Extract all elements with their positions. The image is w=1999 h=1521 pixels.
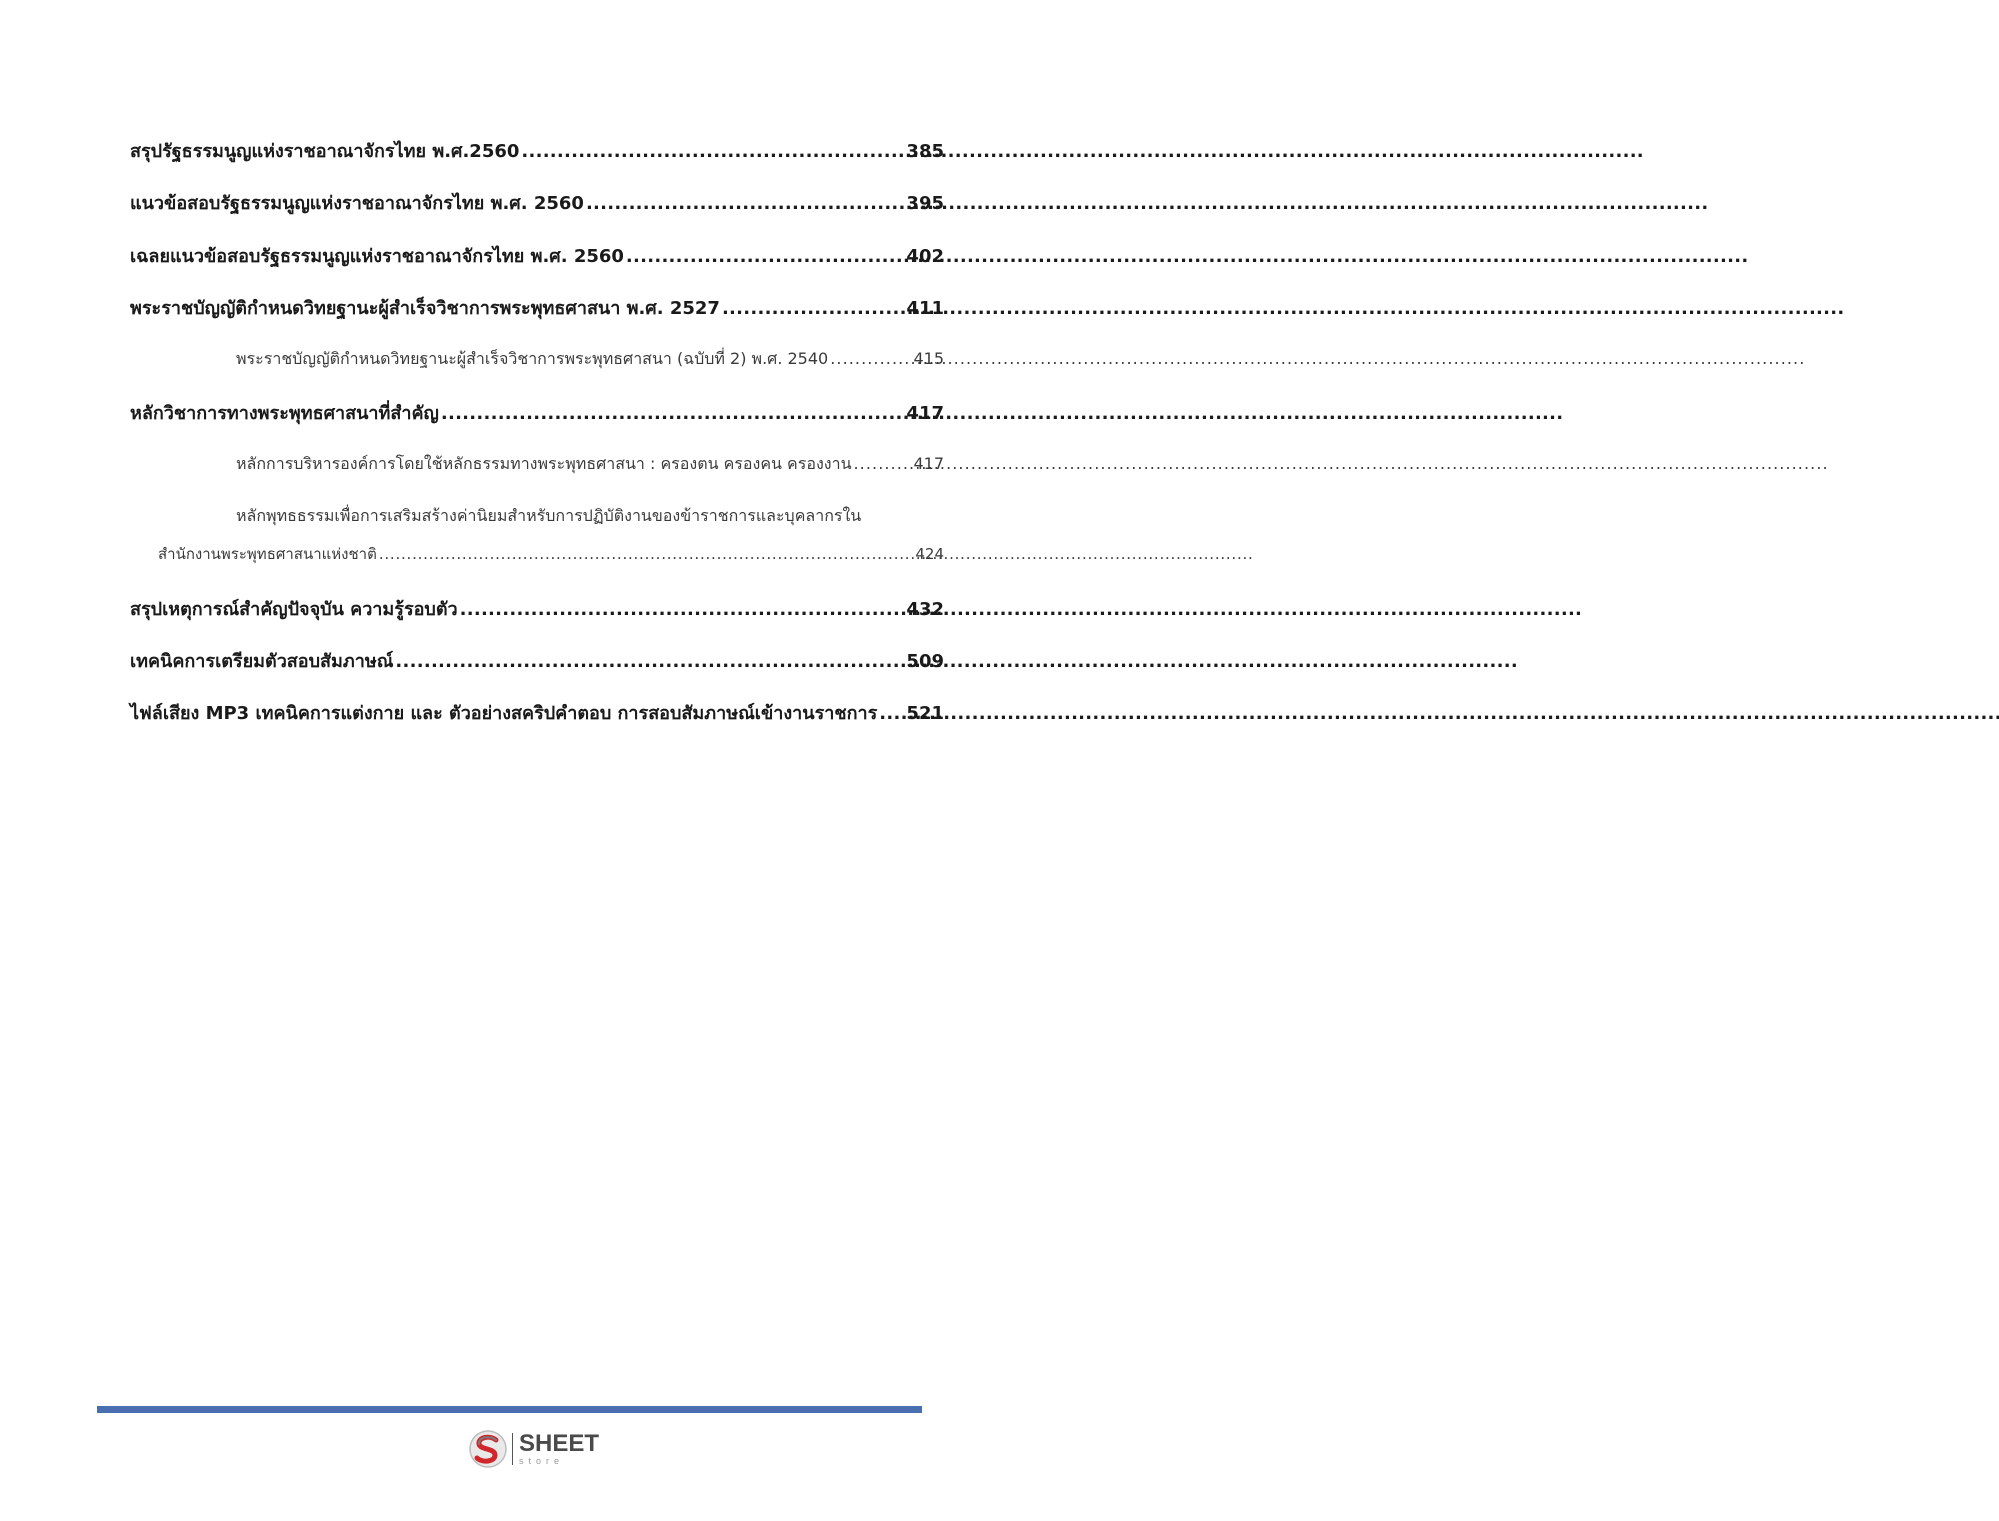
- toc-entry-page: 509: [906, 651, 944, 672]
- toc-dot-leader: [722, 298, 904, 319]
- toc-entry-page: 424: [915, 545, 944, 563]
- logo-separator: [512, 1433, 513, 1465]
- toc-entry-page: 411: [906, 298, 944, 319]
- toc-entry-title: พระราชบัญญัติกำหนดวิทยฐานะผู้สำเร็จวิชาการพระพุทธศาสนา (ฉบับที่ 2) พ.ศ. 2540: [236, 349, 829, 368]
- toc-dot-leader: [521, 141, 904, 162]
- toc-entry-title: เทคนิคการเตรียมตัวสอบสัมภาษณ์: [130, 651, 394, 672]
- toc-entry-page: 417: [906, 403, 944, 424]
- toc-entry-page: 402: [906, 246, 944, 267]
- logo-subtext: store: [519, 1456, 565, 1466]
- toc-dot-leader: [626, 246, 905, 267]
- toc-entry[interactable]: [130, 594, 944, 623]
- toc-entry[interactable]: [130, 293, 944, 322]
- toc-entry-title: หลักการบริหารองค์การโดยใช้หลักธรรมทางพระพุทธศาสนา : ครองตน ครองคน ครองงาน: [236, 454, 852, 473]
- toc-entry-page: 385: [906, 141, 944, 162]
- toc-dot-leader: [395, 651, 904, 672]
- toc-dot-leader: [379, 545, 914, 563]
- toc-entry-title: ไฟล์เสียง MP3 เทคนิคการแต่งกาย และ ตัวอย่างสคริปคำตอบ การสอบสัมภาษณ์เข้างานราชการ: [130, 703, 878, 724]
- toc-entry-title: สรุปเหตุการณ์สำคัญปัจจุบัน ความรู้รอบตัว: [130, 599, 458, 620]
- toc-dot-leader: [460, 599, 905, 620]
- toc-entry[interactable]: [130, 136, 944, 165]
- toc-entry[interactable]: [130, 698, 944, 727]
- toc-subentry[interactable]: [158, 542, 944, 566]
- toc-entry-page: 415: [913, 349, 944, 368]
- toc-dot-leader: [854, 454, 912, 473]
- logo-wordmark: [519, 1432, 599, 1466]
- toc-entry-title: สรุปรัฐธรรมนูญแห่งราชอาณาจักรไทย พ.ศ.2560: [130, 141, 520, 162]
- toc-entry-title: สำนักงานพระพุทธศาสนาแห่งชาติ: [158, 545, 377, 563]
- toc-dot-leader: [586, 193, 904, 214]
- toc-entry-title: เฉลยแนวข้อสอบรัฐธรรมนูญแห่งราชอาณาจักรไทย พ.ศ. 2560: [130, 246, 624, 267]
- footer-divider-bar: [97, 1406, 922, 1413]
- toc-entry-page: 521: [906, 703, 944, 724]
- sheet-store-s-icon: [468, 1429, 508, 1469]
- toc-entry[interactable]: [130, 188, 944, 217]
- toc-entry-title: แนวข้อสอบรัฐธรรมนูญแห่งราชอาณาจักรไทย พ.ศ. 2560: [130, 193, 584, 214]
- toc-entry[interactable]: [130, 241, 944, 270]
- toc-entry-page: 395: [906, 193, 944, 214]
- toc-entry-page: 432: [906, 599, 944, 620]
- toc-subentry[interactable]: [236, 347, 944, 372]
- toc-entry-page: 417: [913, 454, 944, 473]
- toc-entry[interactable]: [130, 398, 944, 427]
- toc-subentry[interactable]: [236, 452, 944, 477]
- toc-entry-title: พระราชบัญญัติกำหนดวิทยฐานะผู้สำเร็จวิชาการพระพุทธศาสนา พ.ศ. 2527: [130, 298, 720, 319]
- toc-dot-leader: [830, 349, 911, 368]
- toc-subentry-title-line1[interactable]: หลักพุทธธรรมเพื่อการเสริมสร้างค่านิยมสำหรับการปฏิบัติงานของข้าราชการและบุคลากรใน: [236, 506, 862, 525]
- logo-name: SHEET: [519, 1430, 600, 1457]
- toc-dot-leader: [879, 703, 904, 724]
- sheet-store-logo: [468, 1428, 613, 1470]
- toc-entry-title: หลักวิชาการทางพระพุทธศาสนาที่สำคัญ: [130, 403, 439, 424]
- toc-dot-leader: [441, 403, 905, 424]
- toc-entry[interactable]: [130, 646, 944, 675]
